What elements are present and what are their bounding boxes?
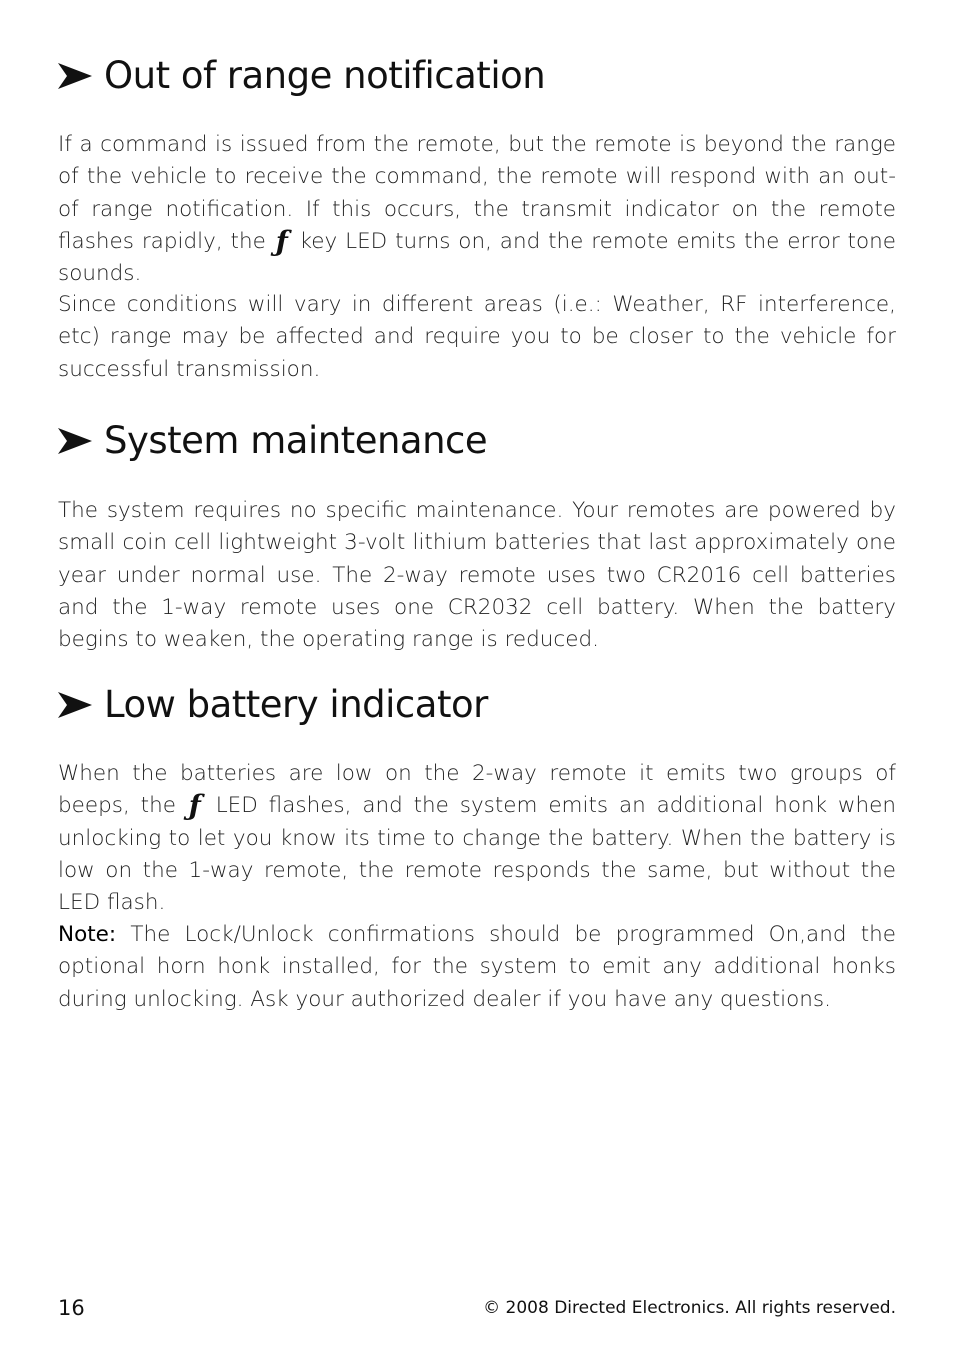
paragraph-out-of-range xyxy=(58,129,896,290)
paragraph-text: If a command is issued from the remote, but the remote is beyond the range of the vehicle to receive the command, the remote will respond with an out-of range notification. If this occurs, the transmit indicator on the remote flashes rapidly, the xyxy=(58,132,896,254)
paragraph-text: Since conditions will vary in different areas (i.e.: Weather, RF interference, etc) range may be affected and require you to be closer to the vehicle for successful transmission. xyxy=(58,292,896,382)
arrowhead-icon xyxy=(58,692,92,718)
section-title: System maintenance xyxy=(104,419,488,462)
f-key-icon: ƒ xyxy=(188,789,201,823)
paragraph-text: When the batteries are low on the 2-way remote it emits two groups of beeps, the xyxy=(58,761,896,819)
section-title: Out of range notification xyxy=(104,54,546,97)
page-number: 16 xyxy=(58,1296,85,1320)
arrowhead-icon xyxy=(58,428,92,454)
paragraph-text: LED flashes, and the system emits an additional honk when unlocking to let you know its time to change the battery. When the battery is low on the 1-way remote, the remote responds the same, but without the LED flash. xyxy=(58,793,896,916)
section-title: Low battery indicator xyxy=(104,683,488,726)
paragraph-text: The system requires no specific maintenance. Your remotes are powered by small coin cell lightweight 3-volt lithium batteries that last approximately one year under normal use. The 2-way remote uses two CR2016 cell batteries and the 1-way remote uses one CR2032 cell battery. When the battery begins to weaken, the operating range is reduced. xyxy=(58,498,896,653)
note-label: Note: xyxy=(58,922,117,947)
note-text: The Lock/Unlock confirmations should be programmed On,and the optional horn honk installed, for the system to emit any additional honks during unlocking. Ask your authorized dealer if you have any questions. xyxy=(58,922,896,1012)
f-key-icon: ƒ xyxy=(275,224,288,258)
section-heading-out-of-range xyxy=(58,56,545,97)
paragraph-range-conditions xyxy=(58,289,896,386)
section-heading-system-maintenance xyxy=(58,421,487,462)
paragraph-system-maintenance xyxy=(58,495,896,656)
paragraph-low-battery xyxy=(58,758,896,919)
arrowhead-icon xyxy=(58,63,92,89)
paragraph-note xyxy=(58,919,896,1016)
copyright-notice: © 2008 Directed Electronics. All rights reserved. xyxy=(483,1298,896,1318)
section-heading-low-battery xyxy=(58,685,488,726)
paragraph-text: key LED turns on, and the remote emits the error tone sounds. xyxy=(58,228,896,287)
